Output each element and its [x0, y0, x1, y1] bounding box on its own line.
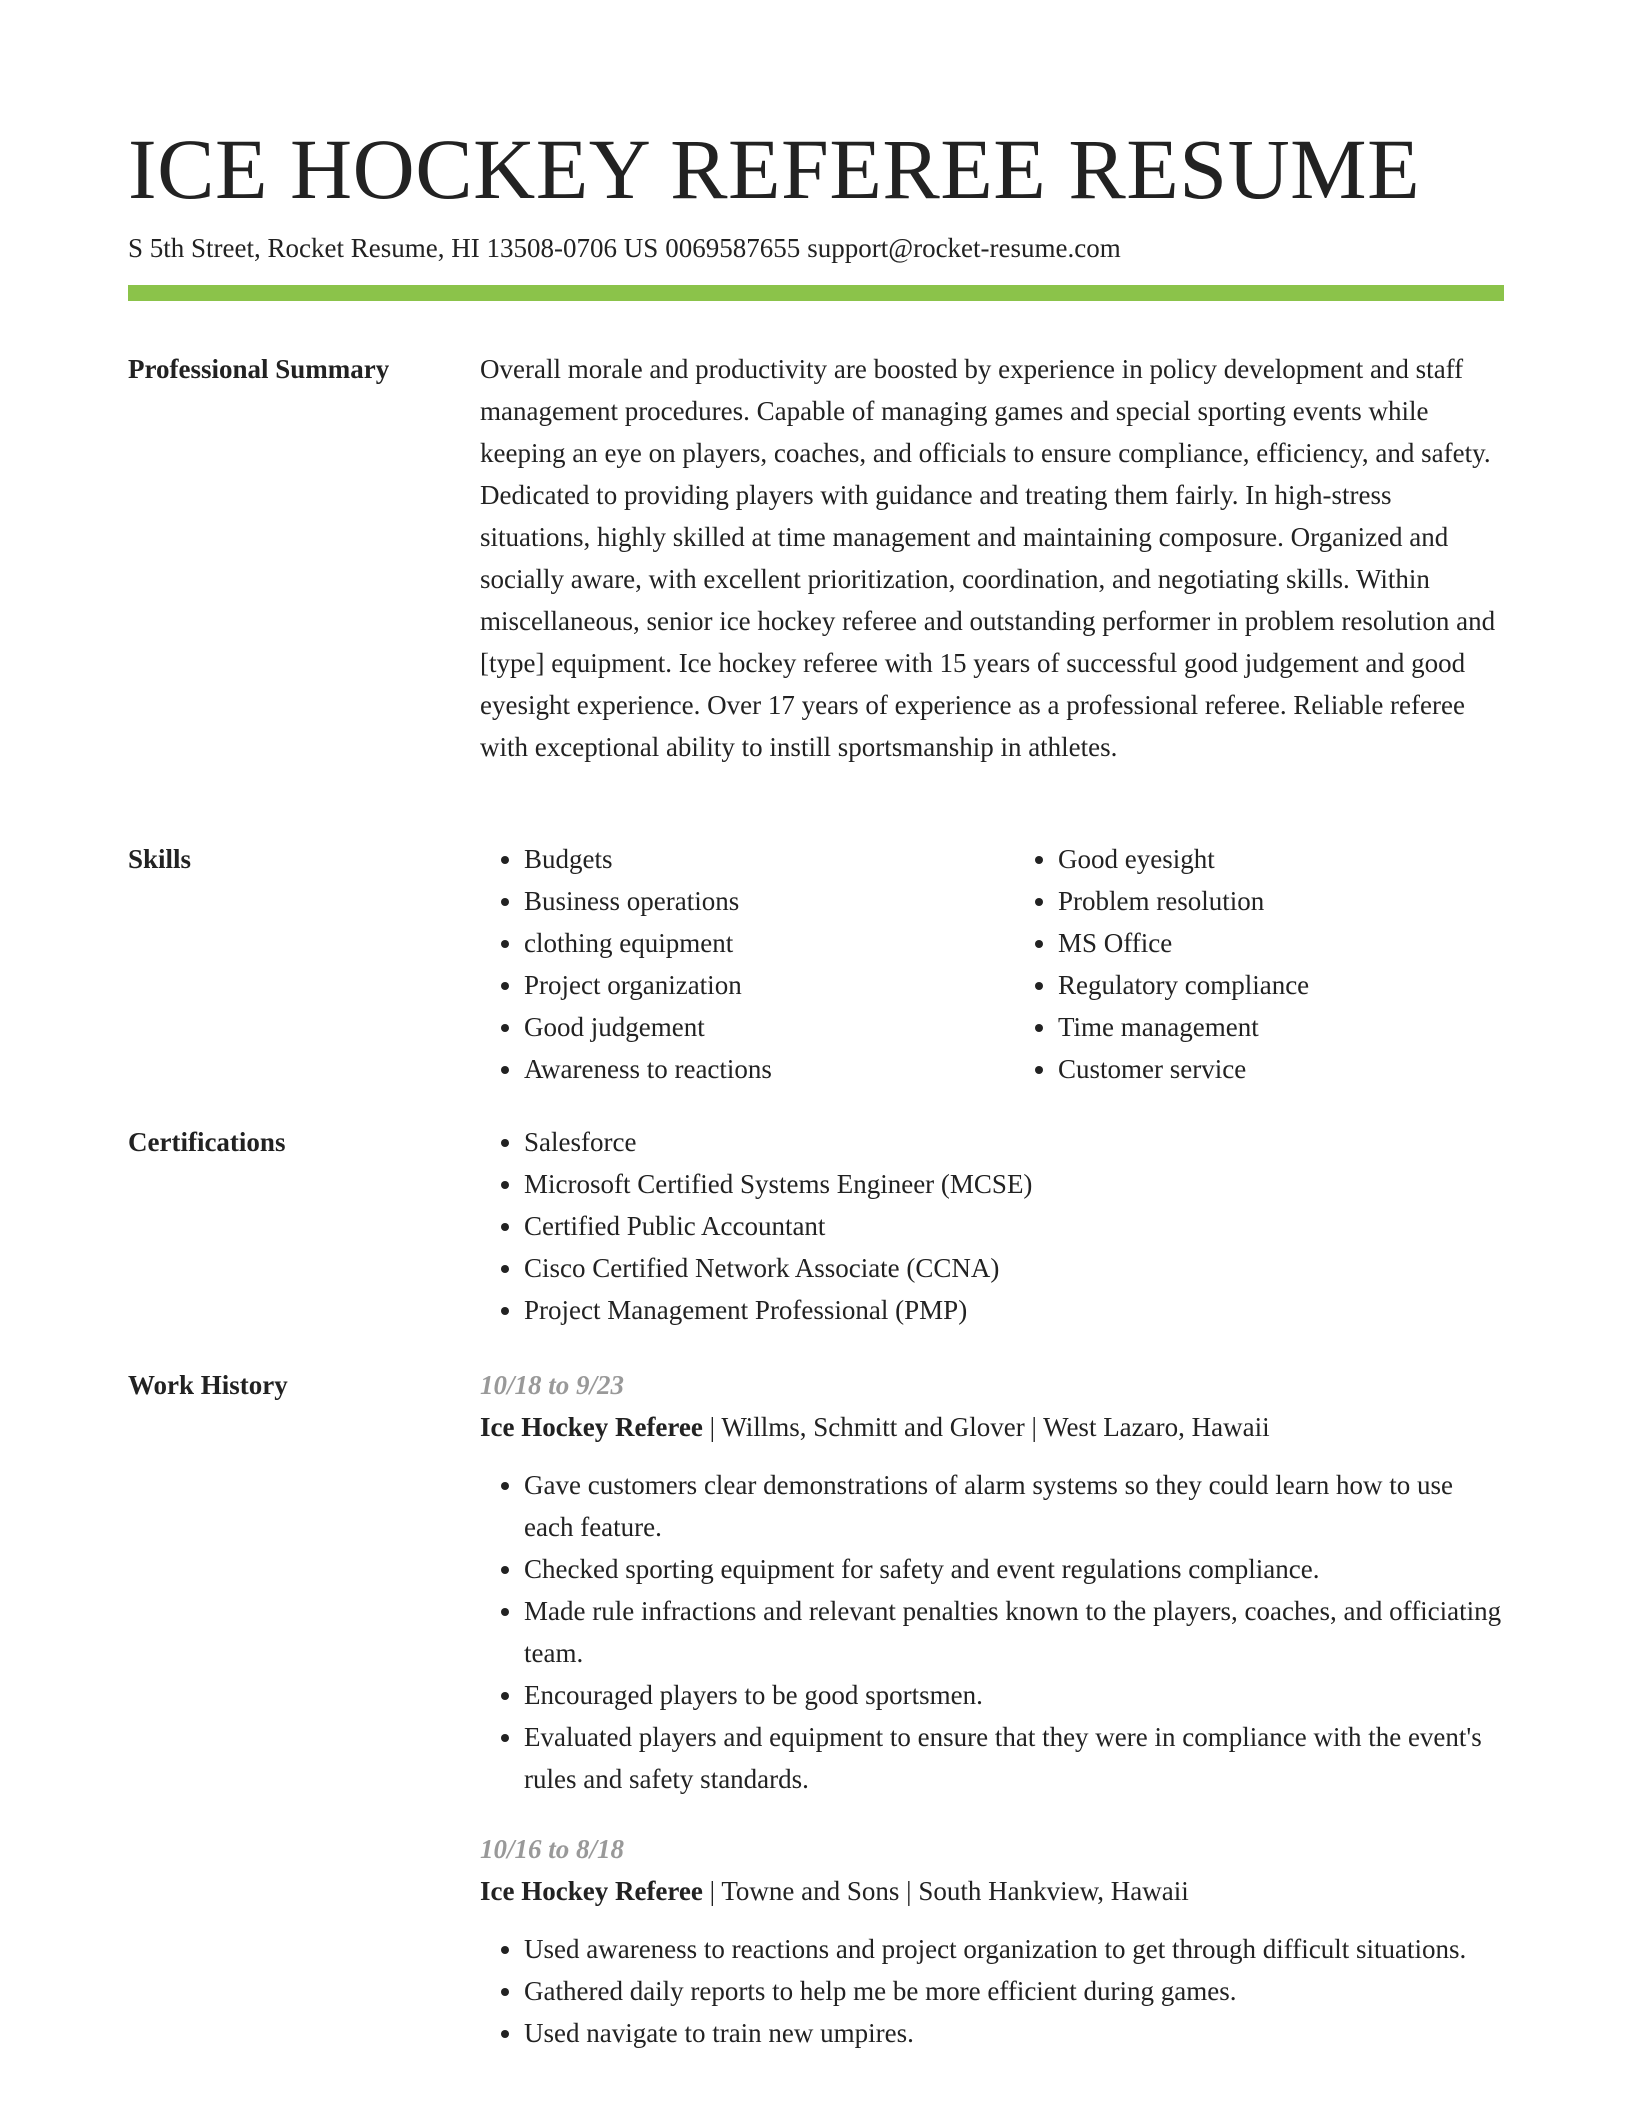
skill-item: • Project organization	[524, 964, 970, 1006]
job-bullet: • Used navigate to train new umpires.	[524, 2012, 1504, 2054]
job-location: South Hankview, Hawaii	[918, 1876, 1189, 1906]
certification-item: • Certified Public Accountant	[524, 1205, 1504, 1247]
job-dates: 10/18 to 9/23	[480, 1370, 625, 1400]
contact-address: S 5th Street, Rocket Resume, HI 13508-0706 US	[128, 233, 659, 263]
job-dates: 10/16 to 8/18	[480, 1834, 625, 1864]
job-company: Willms, Schmitt and Glover	[721, 1412, 1025, 1442]
certification-item: • Salesforce	[524, 1121, 1504, 1163]
job-location: West Lazaro, Hawaii	[1043, 1412, 1270, 1442]
skills-list-left	[480, 838, 970, 1090]
job-bullet: • Encouraged players to be good sportsmen.	[524, 1674, 1504, 1716]
section-body-certifications	[480, 1121, 1504, 1331]
job-title: Ice Hockey Referee	[480, 1876, 703, 1906]
skill-item: • Problem resolution	[1058, 880, 1504, 922]
resume-title: ICE HOCKEY REFEREE RESUME	[128, 121, 1421, 217]
skill-item: • clothing equipment	[524, 922, 970, 964]
job-bullet: • Checked sporting equipment for safety and event regulations compliance.	[524, 1548, 1504, 1590]
header-divider	[128, 285, 1504, 301]
contact-line	[128, 232, 1121, 264]
skill-item: • Good judgement	[524, 1006, 970, 1048]
contact-phone: 0069587655	[665, 233, 801, 263]
skill-item: • Budgets	[524, 838, 970, 880]
skill-item: • Time management	[1058, 1006, 1504, 1048]
skill-item: • Regulatory compliance	[1058, 964, 1504, 1006]
skills-columns	[480, 838, 1504, 1090]
section-body-work-history	[480, 1364, 1504, 2054]
job-entry	[480, 1364, 1504, 1800]
section-label-skills: Skills	[128, 844, 192, 874]
section-label-certifications: Certifications	[128, 1127, 286, 1157]
skill-item: • Good eyesight	[1058, 838, 1504, 880]
skill-item: • Awareness to reactions	[524, 1048, 970, 1090]
section-label-work-history: Work History	[128, 1370, 288, 1400]
job-bullet: • Made rule infractions and relevant penalties known to the players, coaches, and officiating team.	[524, 1590, 1504, 1674]
certification-item: • Project Management Professional (PMP)	[524, 1289, 1504, 1331]
certifications-list	[480, 1121, 1504, 1331]
job-title: Ice Hockey Referee	[480, 1412, 703, 1442]
job-bullet: • Evaluated players and equipment to ensure that they were in compliance with the event's rules and safety standards.	[524, 1716, 1504, 1800]
section-label-summary: Professional Summary	[128, 354, 390, 384]
section-body-skills	[480, 838, 1504, 1090]
skill-item: • MS Office	[1058, 922, 1504, 964]
section-body-summary	[480, 348, 1504, 768]
job-heading: Ice Hockey Referee | Willms, Schmitt and Glover | West Lazaro, Hawaii	[480, 1412, 1270, 1442]
summary-text: Overall morale and productivity are boosted by experience in policy development and staff management procedures. Capable of managing games and special sporting events while keeping an eye on players, coaches, and officials to ensure compliance, efficiency, and safety. Dedicated to providing players with guidance and treating them fairly. In high-stress situations, highly skilled at time management and maintaining composure. Organized and socially aware, with excellent prioritization, coordination, and negotiating skills. Within miscellaneous, senior ice hockey referee and outstanding performer in problem resolution and [type] equipment. Ice hockey referee with 15 years of successful good judgement and good eyesight experience. Over 17 years of experience as a professional referee. Reliable referee with exceptional ability to instill sportsmanship in athletes.	[480, 354, 1496, 762]
job-bullets	[480, 1464, 1504, 1800]
certification-item: • Cisco Certified Network Associate (CCNA)	[524, 1247, 1504, 1289]
job-entry	[480, 1828, 1504, 2054]
job-bullet: • Used awareness to reactions and project organization to get through difficult situations.	[524, 1928, 1504, 1970]
skill-item: • Business operations	[524, 880, 970, 922]
job-bullets	[480, 1928, 1504, 2054]
skills-list-right	[1014, 838, 1504, 1090]
job-bullet: • Gathered daily reports to help me be more efficient during games.	[524, 1970, 1504, 2012]
job-heading: Ice Hockey Referee | Towne and Sons | South Hankview, Hawaii	[480, 1876, 1189, 1906]
skill-item: • Customer service	[1058, 1048, 1504, 1090]
job-bullet: • Gave customers clear demonstrations of alarm systems so they could learn how to use each feature.	[524, 1464, 1504, 1548]
contact-email: support@rocket-resume.com	[807, 233, 1121, 263]
certification-item: • Microsoft Certified Systems Engineer (MCSE)	[524, 1163, 1504, 1205]
job-company: Towne and Sons	[721, 1876, 900, 1906]
